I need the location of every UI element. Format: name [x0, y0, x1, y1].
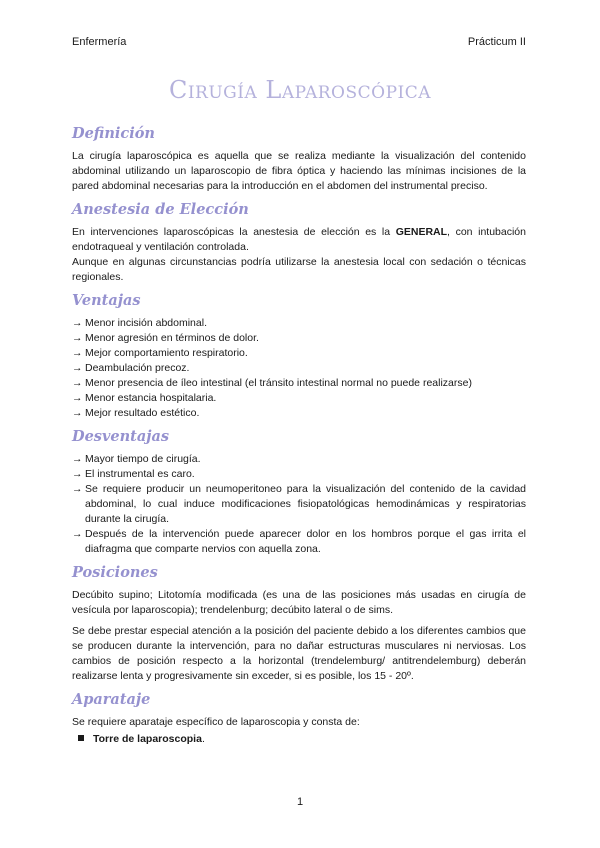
list-item: → El instrumental es caro.: [72, 468, 195, 480]
list-item: → Se requiere producir un neumoperitoneo para la visualización del contenido de la cavidad abdominal, lo cual induce modificaciones fisiopatológicas hemodinámicas y respiratorias durante la cirugía.: [72, 483, 526, 525]
arrow-right-icon: →: [72, 317, 83, 329]
ventajas-list: [72, 316, 526, 421]
heading-aparataje: Aparataje: [72, 691, 151, 708]
list-item: → Después de la intervención puede aparecer dolor en los hombros porque el gas irrita el diafragma que comparte nervios con aquella zona.: [72, 528, 526, 555]
arrow-right-icon: →: [72, 453, 83, 465]
page-title: Cirugía Laparoscópica: [168, 76, 432, 104]
arrow-right-icon: →: [72, 392, 83, 404]
document-body: [72, 120, 526, 747]
arrow-right-icon: →: [72, 332, 83, 344]
heading-ventajas: Ventajas: [72, 292, 141, 309]
list-item: → Menor incisión abdominal.: [72, 317, 207, 329]
arrow-right-icon: →: [72, 347, 83, 359]
aparataje-list: [72, 732, 526, 747]
header-left: Enfermería: [72, 36, 127, 48]
anestesia-general-bold: GENERAL: [395, 226, 448, 238]
desventajas-list: [72, 452, 526, 557]
heading-desventajas: Desventajas: [72, 428, 170, 445]
arrow-right-icon: →: [72, 362, 83, 374]
aparataje-intro: Se requiere aparataje específico de laparoscopia y consta de:: [72, 716, 360, 728]
header-right: Prácticum II: [467, 36, 526, 48]
list-item: → Deambulación precoz.: [72, 362, 190, 374]
arrow-right-icon: →: [72, 407, 83, 419]
heading-anestesia: Anestesia de Elección: [72, 201, 249, 218]
anestesia-paragraph-1: [72, 225, 526, 255]
square-bullet-icon: [78, 735, 84, 741]
list-item: → Menor estancia hospitalaria.: [72, 392, 217, 404]
anestesia-paragraph-2: Aunque en algunas circunstancias podría utilizarse la anestesia local con sedación o técnicas regionales.: [72, 256, 526, 283]
page-number: 1: [296, 796, 304, 808]
list-item: → Menor presencia de íleo intestinal (el tránsito intestinal normal no puede realizarse): [72, 377, 472, 389]
definicion-text: La cirugía laparoscópica es aquella que se realiza mediante la visualización del contenido abdominal utilizando un laparoscopio de fibra óptica y haciendo las mínimas incisiones de la pared abdominal necesarias para la introducción en el abdomen del instrumental preciso.: [72, 150, 526, 192]
list-item: → Menor agresión en términos de dolor.: [72, 332, 259, 344]
list-item: → Mejor comportamiento respiratorio.: [72, 347, 248, 359]
list-item: → Mayor tiempo de cirugía.: [72, 453, 201, 465]
anestesia-text-before: En intervenciones laparoscópicas la anestesia de elección es la: [72, 226, 396, 238]
arrow-right-icon: →: [72, 528, 83, 540]
arrow-right-icon: →: [72, 468, 83, 480]
heading-definicion: Definición: [72, 125, 155, 142]
anestesia-text-after: , con intubación endotraqueal y ventilación controlada.: [72, 226, 526, 253]
posiciones-paragraph-2: Se debe prestar especial atención a la posición del paciente debido a los diferentes cambios que se producen durante la intervención, para no dañar estructuras musculares ni nerviosas. Los cambios de posición respecto a la horizontal (trendelemburg/ antitrendelemburg) deberán realizarse lenta y progresivamente sin exceder, si es posible, los 15 - 20º.: [72, 625, 526, 682]
arrow-right-icon: →: [72, 483, 83, 495]
heading-posiciones: Posiciones: [72, 564, 158, 581]
posiciones-paragraph-1: Decúbito supino; Litotomía modificada (es una de las posiciones más usadas en cirugía de vesícula por laparoscopia); trendelenburg; decúbito lateral o de sims.: [72, 589, 526, 616]
list-item: Torre de laparoscopia.: [78, 732, 526, 747]
arrow-right-icon: →: [72, 377, 83, 389]
list-item: → Mejor resultado estético.: [72, 407, 200, 419]
